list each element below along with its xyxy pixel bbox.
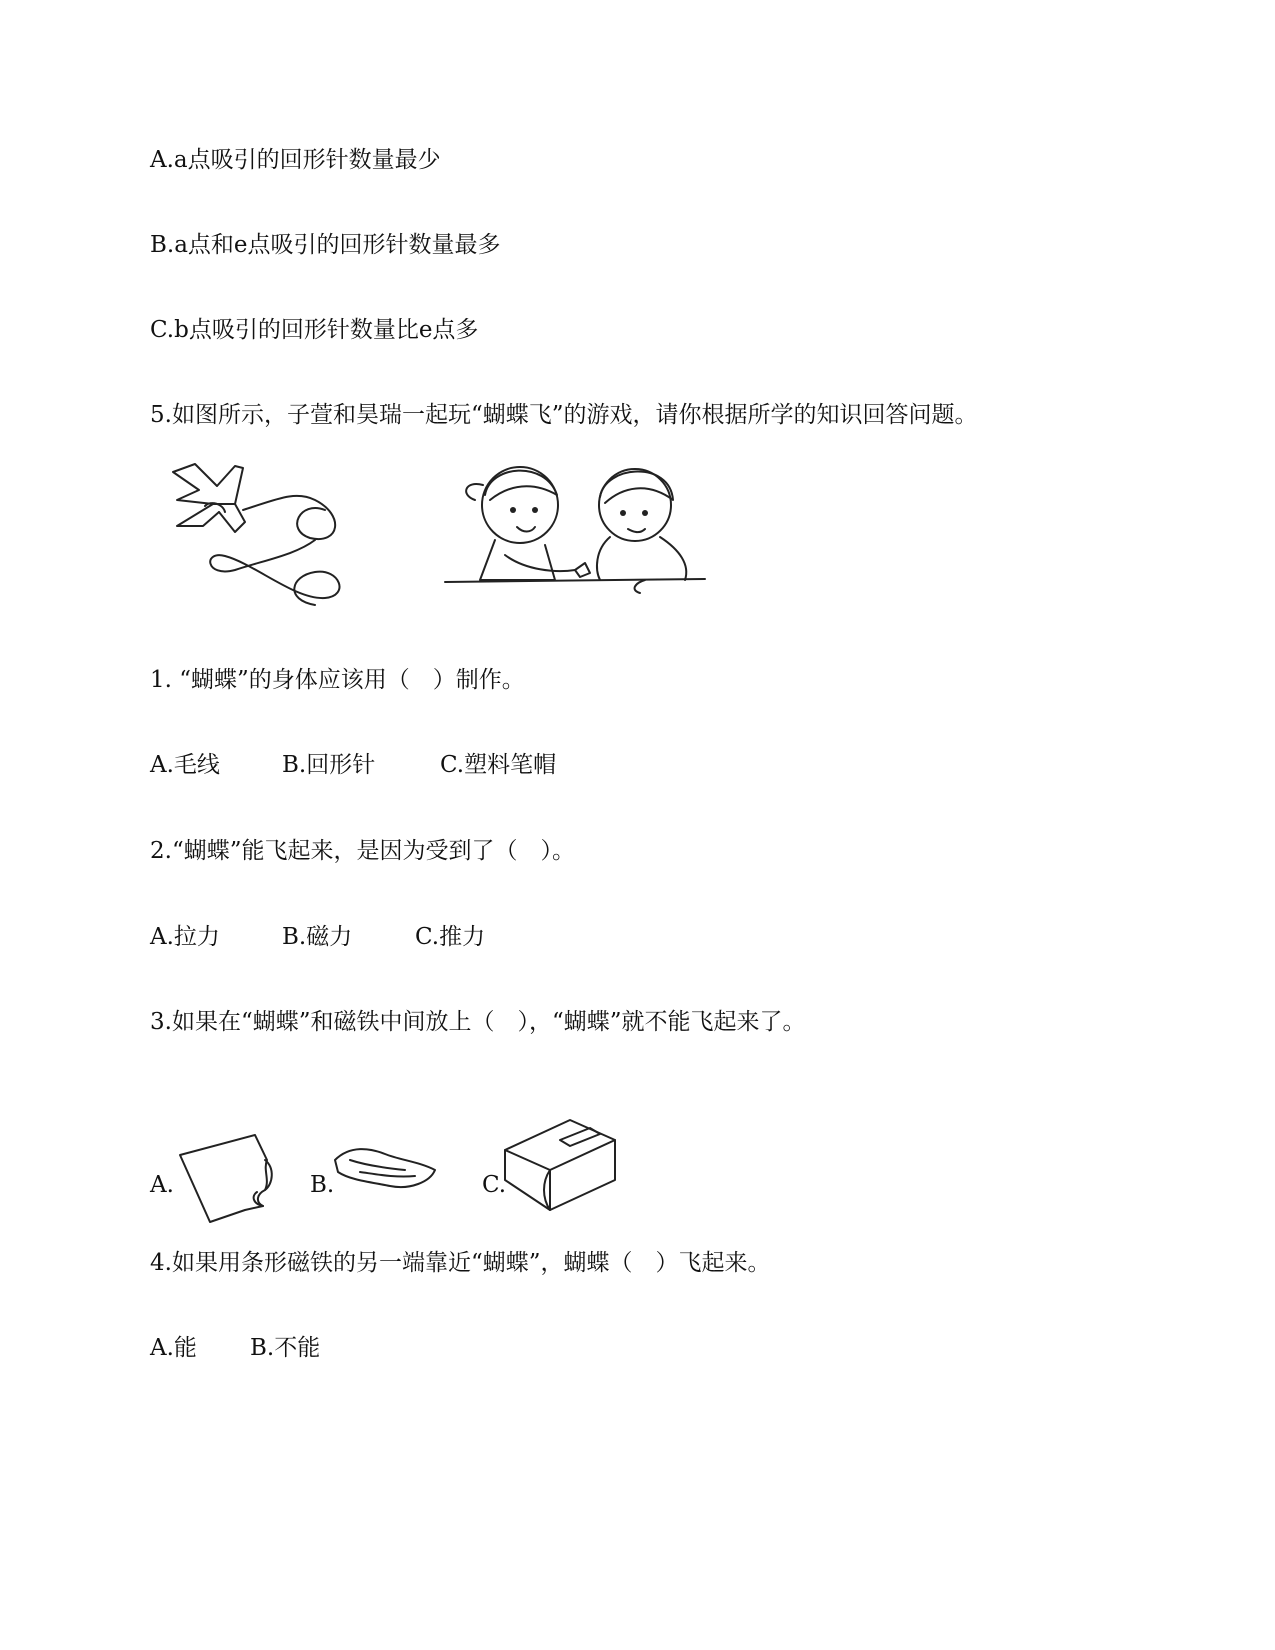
sub-question-1-option-b: B.回形针 xyxy=(282,752,376,778)
sub-question-1-option-a: A.毛线 xyxy=(150,752,220,778)
sub-question-2-option-c: C.推力 xyxy=(415,924,486,950)
dictionary-book-icon xyxy=(500,1110,630,1220)
paper-sheet-icon xyxy=(175,1130,285,1230)
sub-question-4-stem: 4.如果用条形磁铁的另一端靠近“蝴蝶”，蝴蝶（ ）飞起来。 xyxy=(150,1250,771,1276)
sub-question-3-stem: 3.如果在“蝴蝶”和磁铁中间放上（ ），“蝴蝶”就不能飞起来了。 xyxy=(150,1009,806,1035)
sub-question-3-option-b: B. xyxy=(310,1172,335,1198)
question-5-stem: 5.如图所示，子萱和昊瑞一起玩“蝴蝶飞”的游戏，请你根据所学的知识回答问题。 xyxy=(150,402,978,428)
sub-question-2-stem: 2.“蝴蝶”能飞起来，是因为受到了（ ）。 xyxy=(150,838,575,864)
prev-option-b: B.a点和e点吸引的回形针数量最多 xyxy=(150,232,501,258)
sub-question-3-option-c: C. xyxy=(482,1172,507,1198)
sub-question-1-stem: 1. “蝴蝶”的身体应该用（ ）制作。 xyxy=(150,667,525,693)
children-playing-illustration xyxy=(445,455,715,605)
sub-question-4-option-b: B.不能 xyxy=(250,1335,321,1361)
sub-question-2-option-a: A.拉力 xyxy=(150,924,220,950)
prev-option-a: A.a点吸引的回形针数量最少 xyxy=(150,147,441,173)
sub-question-1-option-c: C.塑料笔帽 xyxy=(440,752,557,778)
butterfly-toy-illustration xyxy=(165,460,365,620)
sub-question-4-option-a: A.能 xyxy=(150,1335,197,1361)
sub-question-2-option-b: B.磁力 xyxy=(282,924,353,950)
cloth-icon xyxy=(330,1140,440,1200)
prev-option-c: C.b点吸引的回形针数量比e点多 xyxy=(150,317,479,343)
sub-question-3-option-a: A. xyxy=(150,1172,174,1198)
